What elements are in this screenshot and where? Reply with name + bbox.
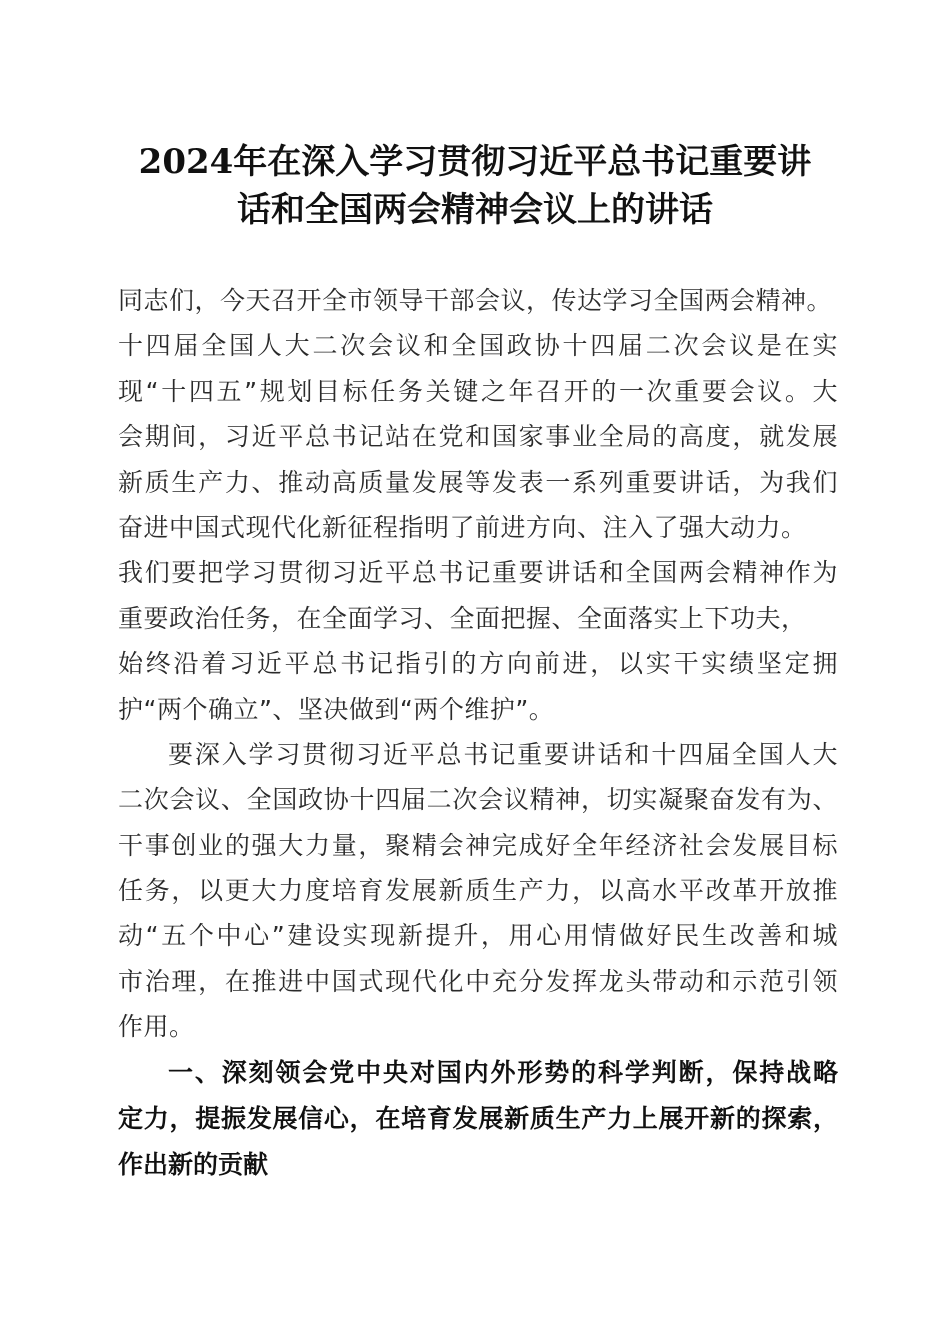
paragraph-2	[118, 732, 838, 1050]
document-body	[118, 278, 838, 1188]
text-line: 重要政治任务，在全面学习、全面把握、全面落实上下功夫，	[118, 603, 807, 633]
text-line: 会期间，习近平总书记站在党和国家事业全局的高度，就发展	[118, 422, 838, 452]
text-line: 任务，以更大力度培育发展新质生产力，以高水平改革开放推	[118, 876, 838, 906]
heading-line: 定力，提振发展信心，在培育发展新质生产力上展开新的探索，	[118, 1103, 838, 1133]
section-heading-1	[118, 1050, 838, 1188]
text-line: 干事创业的强大力量，聚精会神完成好全年经济社会发展目标	[118, 830, 838, 860]
text-line: 作用。	[118, 1012, 195, 1042]
text-line: 现“十四五”规划目标任务关键之年召开的一次重要会议。大	[118, 376, 838, 406]
text-line: 二次会议、全国政协十四届二次会议精神，切实凝聚奋发有为、	[118, 785, 838, 815]
text-line: 动“五个中心”建设实现新提升，用心用情做好民生改善和城	[118, 921, 838, 951]
heading-line: 一、深刻领会党中央对国内外形势的科学判断，保持战略	[168, 1057, 838, 1087]
text-line: 我们要把学习贯彻习近平总书记重要讲话和全国两会精神作为	[118, 558, 838, 588]
page-title	[100, 138, 850, 234]
heading-line: 作出新的贡献	[118, 1149, 269, 1179]
text-line: 新质生产力、推动高质量发展等发表一系列重要讲话，为我们	[118, 467, 838, 497]
title-line: 话和全国两会精神会议上的讲话	[237, 190, 713, 230]
title-line: 2024年在深入学习贯彻习近平总书记重要讲	[138, 142, 812, 182]
text-line: 要深入学习贯彻习近平总书记重要讲话和十四届全国人大	[168, 739, 838, 769]
text-line: 奋进中国式现代化新征程指明了前进方向、注入了强大动力。	[118, 512, 807, 542]
text-line: 始终沿着习近平总书记指引的方向前进，以实干实绩坚定拥	[118, 649, 838, 679]
paragraph-1	[118, 278, 838, 732]
text-line: 十四届全国人大二次会议和全国政协十四届二次会议是在实	[118, 331, 838, 361]
text-line: 护“两个确立”、坚决做到“两个维护”。	[118, 694, 555, 724]
text-line: 市治理，在推进中国式现代化中充分发挥龙头带动和示范引领	[118, 966, 838, 996]
text-line: 同志们，今天召开全市领导干部会议，传达学习全国两会精神。	[118, 286, 833, 315]
